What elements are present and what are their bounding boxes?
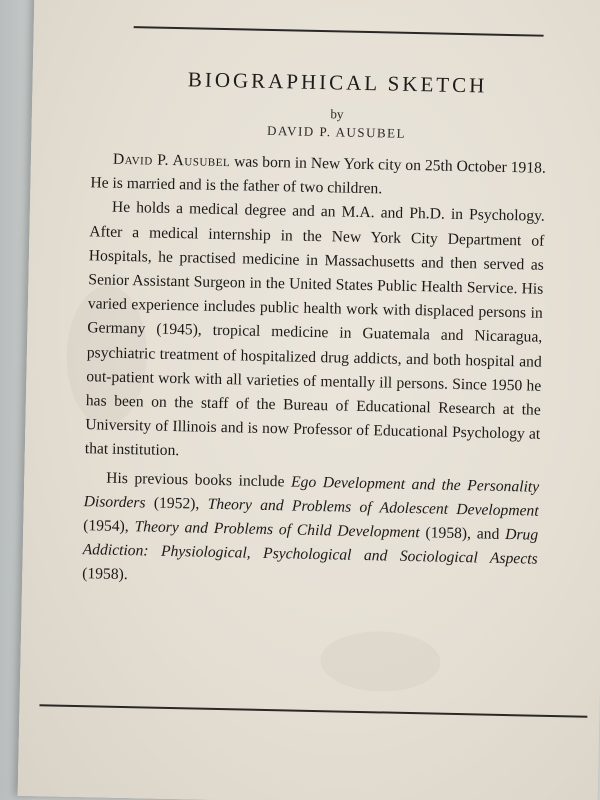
book-page <box>18 0 600 800</box>
book-year: (1952), <box>145 494 208 513</box>
byline-by: by <box>330 106 344 122</box>
paragraph-birth-text: was born in New York city on 25th October 1918. He is married and is the father of two children. <box>90 153 546 198</box>
book-title: Theory and Problems of Child Development <box>134 518 420 542</box>
bottom-rule <box>39 704 587 717</box>
author-name-smallcaps: David P. Ausubel <box>112 150 231 171</box>
book-year: (1958). <box>82 565 128 584</box>
page-title: BIOGRAPHICAL SKETCH <box>187 67 488 98</box>
book-title: Theory and Problems of Adolescent Development <box>207 495 539 520</box>
paper-stain <box>320 630 441 692</box>
book-title: Ego Development and the Personality Disorders <box>83 473 540 512</box>
paragraph-career: He holds a medical degree and an M.A. and Ph.D. in Psychology. After a medical internship in the New York City Department of Hospitals, he practised medicine in Massachusetts and then served as Senior Assistant Surgeon in the United States Public Health Service. His varied experience includes public health work with displaced persons in Germany (1945), tropical medicine in Guatemala and Nicaragua, psychiatric treatment of hospitalized drug addicts, and both hospital and out-patient work with all varieties of mentally ill persons. Since 1950 he has been on the staff of the Bureau of Educational Research at the University of Illinois and is now Professor of Educational Psychology at that institution. <box>84 199 545 460</box>
top-rule <box>134 26 544 37</box>
book-year: (1954), <box>83 517 135 536</box>
biography-text <box>82 147 546 596</box>
books-intro: His previous books include <box>106 469 292 491</box>
book-year: (1958), and <box>419 524 506 544</box>
paragraph-books <box>82 466 539 597</box>
book-title: Drug Addiction: Physiological, Psychological and Sociological Aspects <box>82 526 539 568</box>
author-name: DAVID P. AUSUBEL <box>266 122 407 141</box>
